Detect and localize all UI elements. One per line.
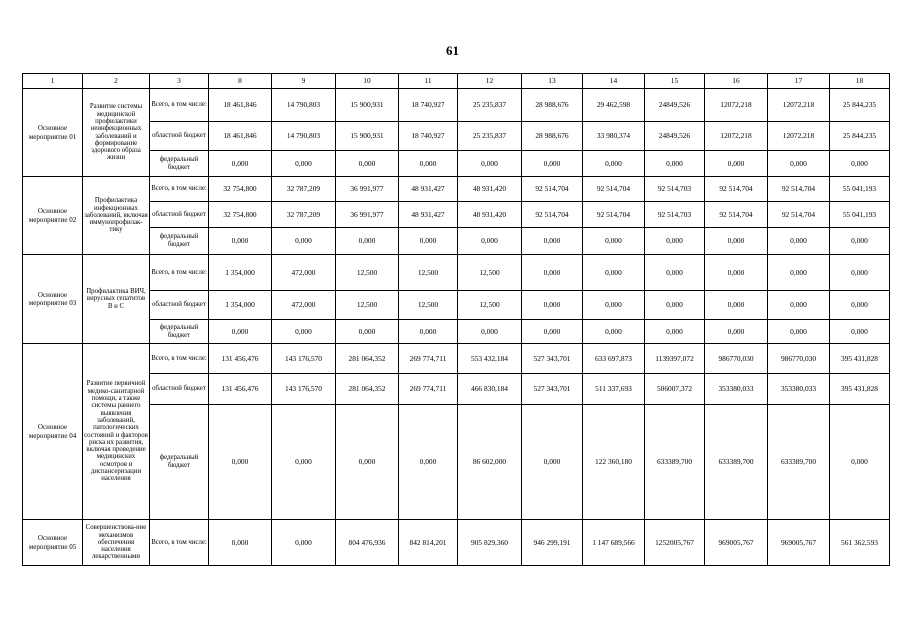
value-cell: 92 514,704 [768,202,830,228]
value-cell: 0,000 [272,151,336,177]
value-cell: 0,000 [645,291,705,320]
value-cell: 0,000 [336,405,399,520]
value-cell: 12072,218 [705,122,768,151]
value-cell: 12072,218 [768,89,830,122]
header-cell: 3 [150,74,209,89]
value-cell: 92 514,703 [645,177,705,202]
value-cell: 55 041,193 [830,177,890,202]
value-cell: 28 988,676 [522,89,583,122]
value-cell: 0,000 [336,151,399,177]
header-cell: 18 [830,74,890,89]
value-cell: 0,000 [458,228,522,255]
event-label: Основное мероприятие 02 [23,177,83,255]
header-cell: 15 [645,74,705,89]
value-cell: 48 931,420 [458,177,522,202]
value-cell: 18 461,846 [209,89,272,122]
value-cell: 0,000 [830,151,890,177]
value-cell: 1139397,072 [645,344,705,374]
value-cell: 472,000 [272,291,336,320]
value-cell: 0,000 [399,405,458,520]
value-cell: 527 343,701 [522,374,583,405]
value-cell: 0,000 [399,320,458,344]
value-cell: 905 829,360 [458,520,522,566]
value-cell: 0,000 [645,255,705,291]
value-cell: 1 147 689,566 [583,520,645,566]
value-cell: 395 431,828 [830,374,890,405]
value-cell: 0,000 [768,320,830,344]
value-cell: 0,000 [830,405,890,520]
table-row [23,291,890,320]
event-description: Профилактика инфекционных заболеваний, включая иммунопрофилак-тику [83,177,150,255]
value-cell: 946 299,191 [522,520,583,566]
value-cell: 28 988,676 [522,122,583,151]
value-cell: 12,500 [336,255,399,291]
table-row [23,374,890,405]
value-cell: 92 514,704 [522,177,583,202]
event-label: Основное мероприятие 03 [23,255,83,344]
table-row [23,405,890,520]
table-row [23,89,890,122]
value-cell: 12,500 [458,291,522,320]
table-row [23,228,890,255]
value-cell: 0,000 [583,151,645,177]
value-cell: 14 790,803 [272,122,336,151]
value-cell: 14 790,803 [272,89,336,122]
funding-category: федеральный бюджет [150,228,209,255]
value-cell: 0,000 [522,228,583,255]
value-cell: 0,000 [830,255,890,291]
value-cell: 0,000 [705,228,768,255]
value-cell: 0,000 [768,291,830,320]
funding-category: Всего, в том числе: [150,177,209,202]
value-cell: 0,000 [399,151,458,177]
funding-category: федеральный бюджет [150,151,209,177]
value-cell: 633389,700 [705,405,768,520]
table-row [23,255,890,291]
funding-category: областной бюджет [150,202,209,228]
value-cell: 553 432,184 [458,344,522,374]
value-cell: 0,000 [583,228,645,255]
value-cell: 842 814,201 [399,520,458,566]
value-cell: 15 900,931 [336,89,399,122]
value-cell: 466 830,184 [458,374,522,405]
value-cell: 0,000 [705,151,768,177]
event-label: Основное мероприятие 01 [23,89,83,177]
value-cell: 0,000 [399,228,458,255]
funding-category: федеральный бюджет [150,405,209,520]
value-cell: 969005,767 [768,520,830,566]
value-cell: 32 754,800 [209,177,272,202]
value-cell: 0,000 [336,320,399,344]
value-cell: 48 931,420 [458,202,522,228]
value-cell: 0,000 [645,320,705,344]
value-cell: 0,000 [768,255,830,291]
value-cell: 48 931,427 [399,177,458,202]
value-cell: 0,000 [645,151,705,177]
value-cell: 12072,218 [705,89,768,122]
value-cell: 0,000 [522,291,583,320]
value-cell: 0,000 [768,228,830,255]
value-cell: 92 514,704 [583,202,645,228]
value-cell: 633389,700 [768,405,830,520]
value-cell: 0,000 [458,320,522,344]
value-cell: 986770,030 [705,344,768,374]
funding-category: областной бюджет [150,374,209,405]
value-cell: 804 476,936 [336,520,399,566]
header-cell: 13 [522,74,583,89]
funding-table [22,73,890,566]
funding-category: Всего, в том числе: [150,520,209,566]
value-cell: 0,000 [522,405,583,520]
value-cell: 0,000 [209,151,272,177]
event-description: Профилактика ВИЧ, вирусных гепатитов В и С [83,255,150,344]
value-cell: 0,000 [830,228,890,255]
table-row [23,177,890,202]
value-cell: 15 900,931 [336,122,399,151]
funding-category: Всего, в том числе: [150,89,209,122]
value-cell: 0,000 [272,228,336,255]
event-description: Развитие системы медицинской профилактики неинфекционных заболеваний и формирование здорового образа жизни [83,89,150,177]
header-cell: 9 [272,74,336,89]
funding-category: федеральный бюджет [150,320,209,344]
value-cell: 92 514,704 [583,177,645,202]
value-cell: 1 354,000 [209,291,272,320]
event-description: Совершенствова-ние механизмов обеспечения населения лекарственными [83,520,150,566]
value-cell: 527 343,701 [522,344,583,374]
table-row [23,344,890,374]
header-cell: 14 [583,74,645,89]
value-cell: 143 176,570 [272,374,336,405]
value-cell: 0,000 [705,320,768,344]
header-cell: 12 [458,74,522,89]
value-cell: 0,000 [705,291,768,320]
value-cell: 472,000 [272,255,336,291]
value-cell: 0,000 [272,405,336,520]
value-cell: 32 754,800 [209,202,272,228]
value-cell: 0,000 [209,520,272,566]
value-cell: 32 787,209 [272,177,336,202]
value-cell: 395 431,828 [830,344,890,374]
value-cell: 0,000 [768,151,830,177]
header-cell: 17 [768,74,830,89]
value-cell: 12072,218 [768,122,830,151]
funding-category: Всего, в том числе: [150,255,209,291]
value-cell: 25 844,235 [830,122,890,151]
value-cell: 506007,372 [645,374,705,405]
event-label: Основное мероприятие 04 [23,344,83,520]
value-cell: 24849,526 [645,89,705,122]
value-cell: 281 064,352 [336,374,399,405]
value-cell: 0,000 [209,405,272,520]
value-cell: 29 462,598 [583,89,645,122]
table-row [23,122,890,151]
funding-category: Всего, в том числе: [150,344,209,374]
value-cell: 12,500 [399,291,458,320]
event-label: Основное мероприятие 05 [23,520,83,566]
value-cell: 0,000 [272,520,336,566]
value-cell: 32 787,209 [272,202,336,228]
value-cell: 0,000 [705,255,768,291]
value-cell: 0,000 [583,255,645,291]
value-cell: 0,000 [272,320,336,344]
value-cell: 12,500 [336,291,399,320]
table-row [23,320,890,344]
value-cell: 0,000 [830,320,890,344]
value-cell: 18 740,927 [399,122,458,151]
value-cell: 143 176,570 [272,344,336,374]
header-cell: 8 [209,74,272,89]
value-cell: 561 362,593 [830,520,890,566]
table-row [23,520,890,566]
value-cell: 131 456,476 [209,344,272,374]
value-cell: 0,000 [209,320,272,344]
value-cell: 36 991,977 [336,202,399,228]
value-cell: 1 354,000 [209,255,272,291]
value-cell: 353380,033 [768,374,830,405]
value-cell: 269 774,711 [399,374,458,405]
value-cell: 33 980,374 [583,122,645,151]
value-cell: 18 461,846 [209,122,272,151]
value-cell: 281 064,352 [336,344,399,374]
header-cell: 2 [83,74,150,89]
value-cell: 1252005,767 [645,520,705,566]
value-cell: 0,000 [458,151,522,177]
value-cell: 12,500 [458,255,522,291]
table-row [23,151,890,177]
value-cell: 0,000 [830,291,890,320]
header-cell: 16 [705,74,768,89]
value-cell: 0,000 [522,151,583,177]
value-cell: 269 774,711 [399,344,458,374]
header-cell: 11 [399,74,458,89]
funding-category: областной бюджет [150,122,209,151]
value-cell: 86 602,000 [458,405,522,520]
value-cell: 25 235,837 [458,122,522,151]
value-cell: 92 514,704 [522,202,583,228]
value-cell: 0,000 [583,320,645,344]
value-cell: 122 360,180 [583,405,645,520]
value-cell: 986770,030 [768,344,830,374]
value-cell: 511 337,693 [583,374,645,405]
value-cell: 0,000 [336,228,399,255]
value-cell: 92 514,704 [768,177,830,202]
value-cell: 633 697,873 [583,344,645,374]
value-cell: 36 991,977 [336,177,399,202]
header-cell: 1 [23,74,83,89]
value-cell: 18 740,927 [399,89,458,122]
table-row [23,202,890,228]
value-cell: 92 514,703 [645,202,705,228]
value-cell: 92 514,704 [705,202,768,228]
funding-category: областной бюджет [150,291,209,320]
value-cell: 969005,767 [705,520,768,566]
header-cell: 10 [336,74,399,89]
value-cell: 92 514,704 [705,177,768,202]
value-cell: 24849,526 [645,122,705,151]
value-cell: 353380,033 [705,374,768,405]
value-cell: 0,000 [522,320,583,344]
header-row [23,74,890,89]
value-cell: 0,000 [522,255,583,291]
value-cell: 131 456,476 [209,374,272,405]
value-cell: 633389,700 [645,405,705,520]
value-cell: 48 931,427 [399,202,458,228]
value-cell: 25 844,235 [830,89,890,122]
value-cell: 0,000 [209,228,272,255]
value-cell: 55 041,193 [830,202,890,228]
event-description: Развитие первичной медико-санитарной помощи, а также системы раннего выявления заболеваний, патологических состояний и факторов риска их развития, включая проведение медицинских осмотров и диспансеризации населения [83,344,150,520]
value-cell: 0,000 [645,228,705,255]
value-cell: 25 235,837 [458,89,522,122]
value-cell: 12,500 [399,255,458,291]
page-number: 61 [446,43,459,58]
value-cell: 0,000 [583,291,645,320]
